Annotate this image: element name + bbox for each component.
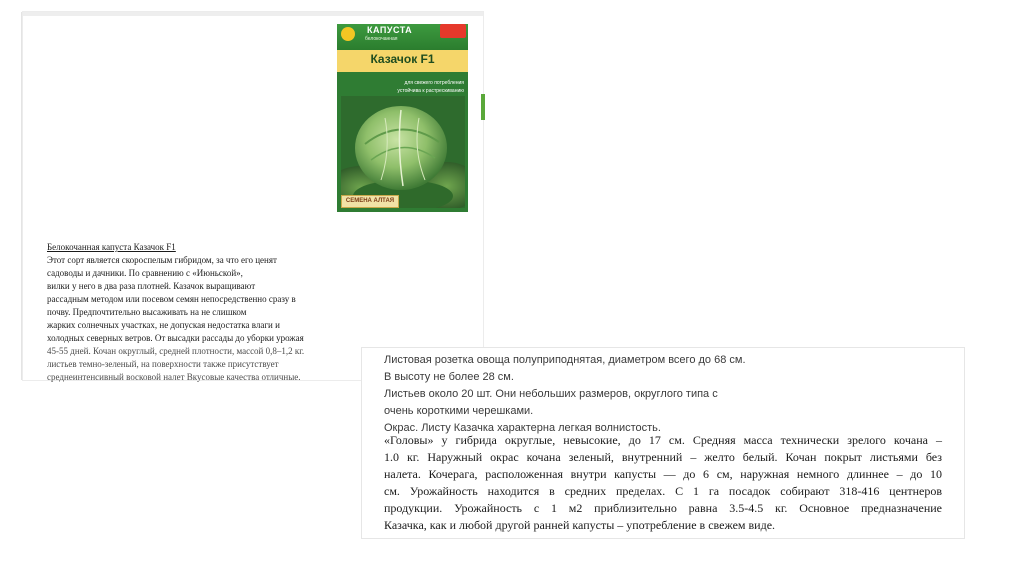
packet-variety-name: Казачок F1 (370, 52, 435, 66)
block1-line: почву. Предпочтительно высаживать на не слишком (47, 307, 247, 317)
block2a-line: очень короткими черешками. (384, 405, 534, 417)
block2a-line: Листьев около 20 шт. Они небольших размеров, округлого типа с (384, 388, 718, 400)
packet-tag: для свежего потребления (404, 80, 464, 86)
block2b-line: Казачка, как и любой другой ранней капусты – употребление в свежем виде. (384, 518, 776, 532)
block1-line: жарких солнечных участках, не допуская недостатка влаги и (47, 320, 280, 330)
block2b-line: 1.0 кг. Наружный окрас кочана зеленый, внутренний – желто белый. Кочан покрыт листьями без (384, 450, 942, 464)
block2a-line: Листовая розетка овоща полуприподнятая, диаметром всего до 68 см. (384, 354, 746, 366)
block1-line: Этот сорт является скороспелым гибридом, за что его ценят (47, 255, 277, 265)
block1-line: рассадным методом или посевом семян непосредственно сразу в (47, 294, 296, 304)
block2a-line: В высоту не более 28 см. (384, 371, 514, 383)
cabbage-icon (341, 96, 465, 208)
block1-line: холодных северных ветров. От высадки рассады до уборки урожая (47, 333, 304, 343)
block1-line: 45-55 дней. Кочан округлый, средней плотности, массой 0,8–1,2 кг. (47, 346, 305, 356)
green-edge-mark (481, 94, 485, 120)
block2b-line: «Головы» у гибрида округлые, невысокие, до 17 см. Средняя масса технически зрелого кочана – (384, 433, 942, 447)
block1-line: среднеинтенсивный восковой налет Вкусовые качества отличные. (47, 372, 301, 382)
block2b-line: налета. Кочерага, расположенная внутри капусты — до 6 см, наружная немного длиннее – до 10 (384, 467, 942, 481)
block2b-line: см. Урожайность находится в средних пределах. С 1 га посадок собирают 318-416 центнеров (384, 484, 942, 498)
packet-subtitle: белокочанная (365, 36, 398, 42)
packet-tags (397, 79, 464, 95)
seed-packet-image (337, 24, 468, 212)
packet-producer-logo: СЕМЕНА АЛТАЯ (341, 195, 399, 208)
description-block-2a (384, 352, 944, 437)
block1-line: вилки у него в два раза плотней. Казачок выращивают (47, 281, 256, 291)
block2b-line: продукции. Урожайность с 1 м2 приблизительно равна 3.5-4.5 кг. Основное предназначение (384, 501, 942, 515)
packet-tag: устойчива к растрескиванию (397, 88, 464, 94)
packet-brand: КАПУСТА (367, 25, 413, 35)
block2a-line: Окрас. Листу Казачка характерна легкая волнистость. (384, 422, 661, 434)
block1-title: Белокочанная капуста Казачок F1 (47, 242, 176, 252)
description-block-2b (384, 432, 942, 534)
block1-line: садоводы и дачники. По сравнению с «Июньской», (47, 268, 243, 278)
sun-logo-icon (341, 27, 355, 41)
packet-badge (440, 24, 466, 38)
scan-top-edge (23, 12, 483, 16)
block1-line: листьев темно-зеленый, на поверхности также присутствует (47, 359, 279, 369)
description-block-1 (47, 241, 347, 384)
